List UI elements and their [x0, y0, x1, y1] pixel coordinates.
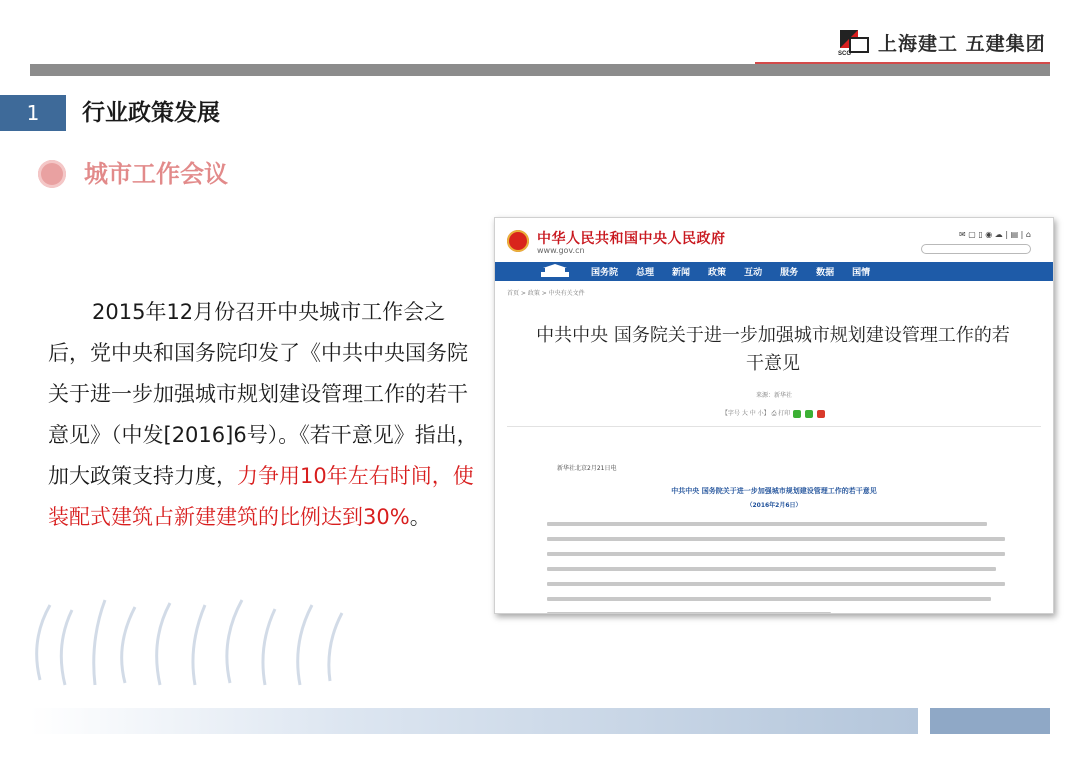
font-size-controls: 【字号 大 中 小】 — [721, 410, 770, 417]
site-nav-item: 数据 — [816, 268, 835, 278]
body-paragraph — [48, 292, 478, 538]
print-icon: ⎙ — [771, 410, 777, 417]
article-title: 中共中央 国务院关于进一步加强城市规划建设管理工作的若干意见 — [536, 325, 1010, 374]
article-meta: 来源：新华社 — [755, 392, 792, 399]
article-dateline: 新华社北京2月21日电 — [557, 465, 617, 472]
national-emblem-icon — [507, 230, 529, 252]
site-nav-item: 新闻 — [672, 268, 691, 278]
article-tools — [495, 408, 1053, 418]
body-text-normal: 2015年12月份召开中央城市工作会之后，党中央和国务院印发了《中共中央国务院关于进一步加强城市规划建设管理工作的若干意见》（中发[2016]6号）。《若干意见》指出，加大政策支持力度， — [48, 300, 478, 488]
svg-text:SCG: SCG — [838, 51, 852, 56]
document-date: （2016年2月6日） — [746, 502, 802, 509]
site-nav-item: 国情 — [852, 268, 871, 278]
site-nav-item: 总理 — [636, 268, 655, 278]
article-divider — [507, 426, 1041, 427]
share-icon — [805, 410, 813, 418]
weibo-share-icon — [817, 410, 825, 418]
wechat-share-icon — [793, 410, 801, 418]
site-nav-item: 政策 — [708, 268, 727, 278]
bullet-circle-icon — [38, 160, 66, 188]
site-nav — [495, 262, 1053, 281]
logo-text: 上海建工 五建集团 — [878, 32, 1046, 55]
site-url: www.gov.cn — [537, 246, 585, 255]
footer-gradient-bar — [30, 708, 918, 734]
section-title: 行业政策发展 — [82, 100, 220, 126]
company-logo — [836, 28, 1046, 56]
print-label: 打印 — [778, 410, 791, 417]
article-body-text — [547, 522, 1005, 614]
body-text-end: 。 — [409, 505, 431, 529]
subtitle: 城市工作会议 — [84, 160, 228, 188]
site-tool-icons: ✉ ▢ ▯ ◉ ☁ | ▤ | ⌂ — [958, 230, 1031, 239]
document-title: 中共中央 国务院关于进一步加强城市规划建设管理工作的若干意见 — [671, 487, 877, 495]
body-text-highlight: 力争用10年左右时间，使装配式建筑占新建建筑的比例达到30% — [48, 464, 474, 529]
tiananmen-icon — [539, 264, 571, 278]
logo-mark-icon — [836, 28, 874, 56]
footer-block — [930, 708, 1050, 734]
header-divider-bar — [30, 64, 1050, 76]
site-header — [495, 218, 1053, 262]
breadcrumb: 首页 > 政策 > 中央有关文件 — [507, 290, 585, 297]
website-screenshot — [494, 217, 1054, 614]
site-nav-item: 国务院 — [591, 268, 619, 278]
site-title: 中华人民共和国中央人民政府 — [537, 231, 726, 247]
site-search-input — [921, 244, 1031, 254]
site-nav-item: 服务 — [780, 268, 799, 278]
decorative-strokes — [20, 585, 380, 695]
site-nav-item: 互动 — [744, 268, 763, 278]
section-number: 1 — [0, 95, 66, 131]
